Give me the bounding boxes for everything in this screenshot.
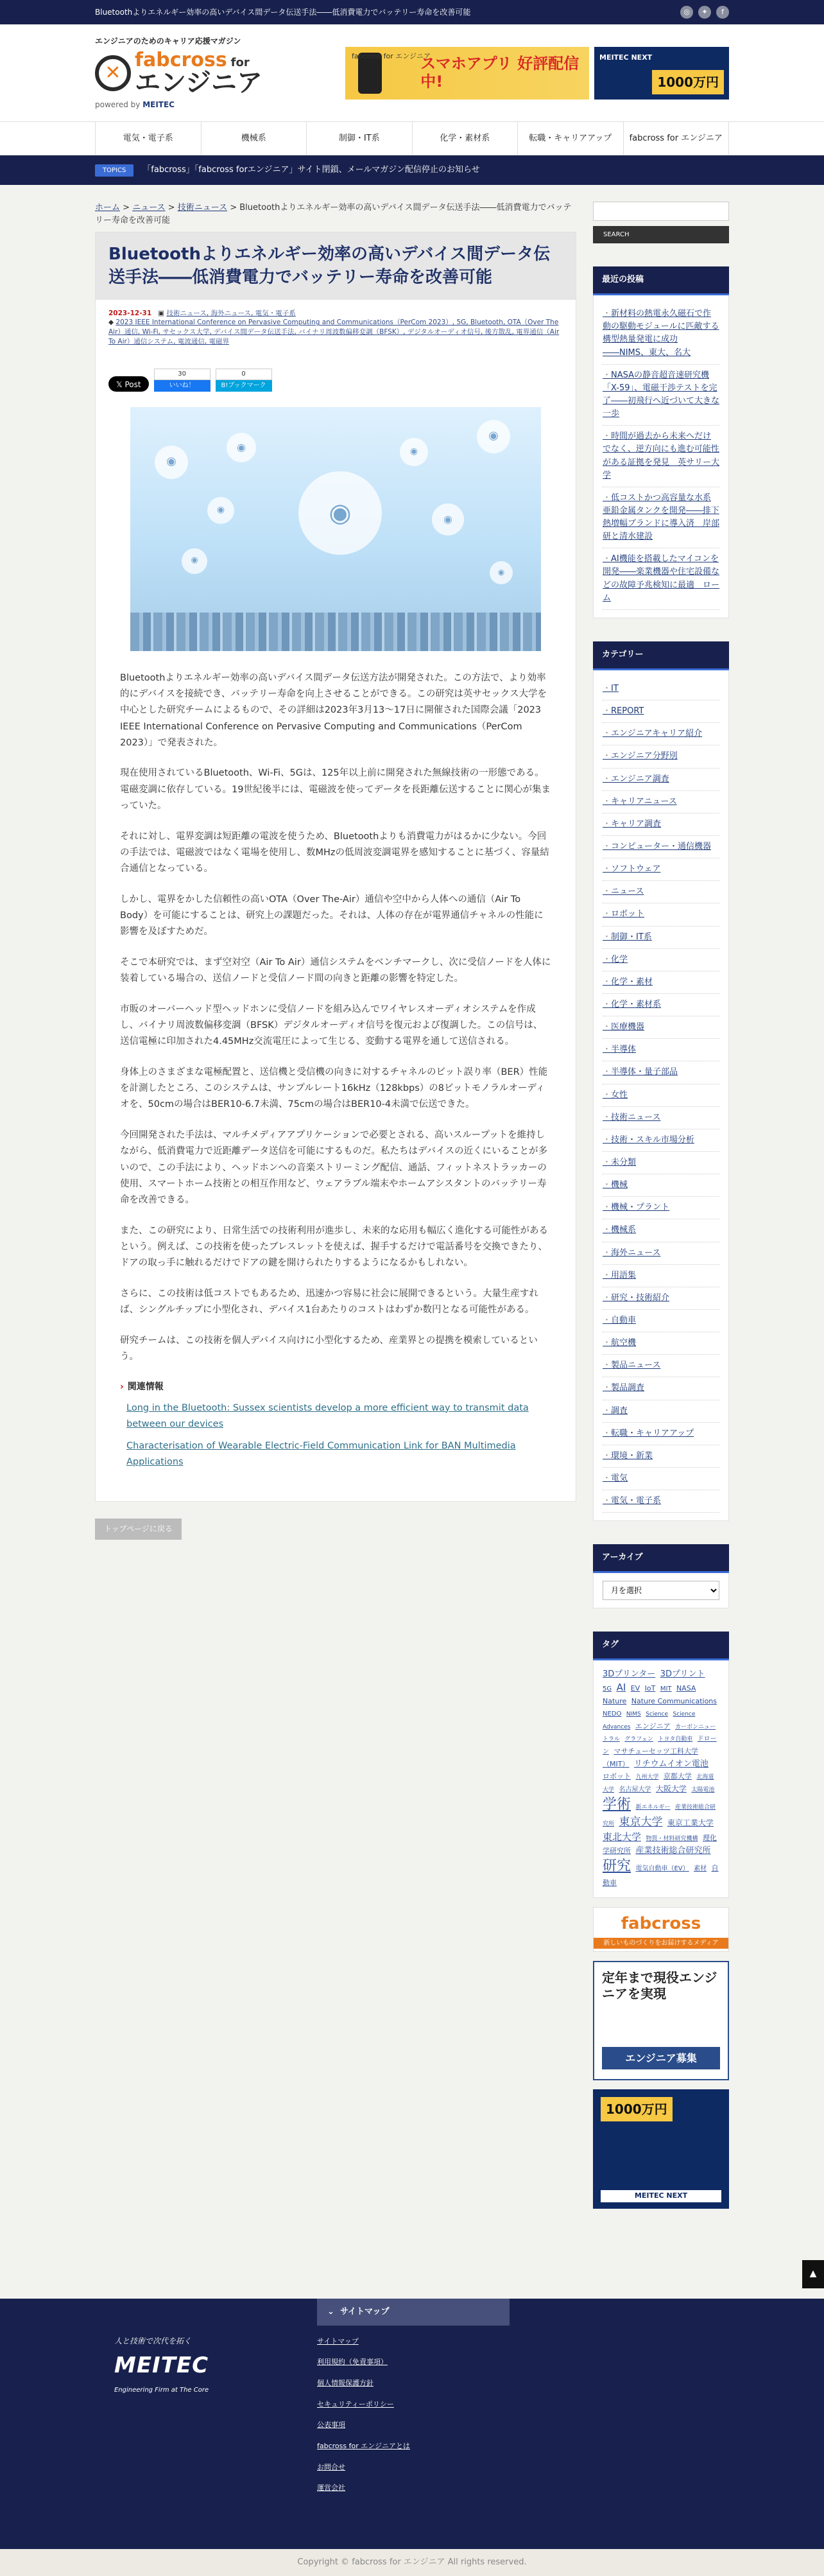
- footer-link[interactable]: fabcross for エンジニアとは: [317, 2442, 410, 2451]
- footer-link[interactable]: 利用規約（免責事項）: [317, 2358, 388, 2367]
- category-link[interactable]: ・ エンジニア調査: [603, 769, 719, 791]
- sidebar: [593, 202, 729, 2209]
- category-heading: カテゴリー: [593, 641, 729, 670]
- folder-icon: ▣: [158, 309, 165, 317]
- tag-link[interactable]: 新エネルギー: [635, 1804, 671, 1811]
- back-to-top-button[interactable]: トップページに戻る: [95, 1519, 182, 1539]
- topics-bar: [0, 155, 824, 185]
- topics-link[interactable]: 「fabcross」「fabcross forエンジニア」サイト閉鎖、メールマガジン配信停止のお知らせ: [142, 164, 480, 175]
- recruit-banner-cta: エンジニア募集: [602, 2047, 720, 2069]
- next-banner-head: MEITEC NEXT: [599, 53, 653, 62]
- footer-link[interactable]: 個人情報保護方針: [317, 2378, 373, 2387]
- hatena-count: 0: [216, 369, 272, 380]
- related-link[interactable]: Long in the Bluetooth: Sussex scientists develop a more efficient way to transmit data between our devices: [126, 1402, 529, 1430]
- tag-link[interactable]: NIMS: [626, 1711, 641, 1718]
- hatena-bookmark-button[interactable]: B!ブックマーク: [216, 380, 272, 392]
- tag-link[interactable]: 大阪大学: [655, 1784, 687, 1793]
- tag-link[interactable]: EV: [630, 1684, 640, 1693]
- article-date: 2023-12-31: [108, 309, 152, 317]
- recruit-banner[interactable]: [593, 1961, 729, 2080]
- recent-post-link[interactable]: ・ 時間が過去から未来へだけでなく、逆方向にも進む可能性がある証拠を発見 英サリー大学: [603, 426, 719, 487]
- category-link[interactable]: ・ キャリアニュース: [603, 791, 719, 814]
- tag-link[interactable]: 3Dプリント: [660, 1669, 705, 1680]
- tag-link[interactable]: Science Advances: [603, 1711, 696, 1730]
- sitemap-heading: ⌄ サイトマップ: [317, 2299, 510, 2326]
- category-link[interactable]: ・ 未分類: [603, 1152, 719, 1174]
- tag-cloud: [593, 1660, 729, 1897]
- category-link[interactable]: ・ 製品ニュース: [603, 1355, 719, 1377]
- category-link[interactable]: ・ 航空機: [603, 1332, 719, 1355]
- footer-link[interactable]: セキュリティーポリシー: [317, 2399, 394, 2408]
- tag-link[interactable]: ドローン: [603, 1736, 717, 1755]
- footer-company: MEITEC: [114, 2352, 209, 2378]
- facebook-like-button[interactable]: いいね！: [154, 380, 210, 392]
- tag-link[interactable]: 物質・材料研究機構: [646, 1835, 698, 1842]
- article-paragraph: 市販のオーバーヘッド型ヘッドホンに受信ノードを組み込んでワイヤレスオーディオシステムを作成し、バイナリ周波数偏移変調（BFSK）デジタルオーディオ信号を復元および復調した。この信号は、送信電極に印加された4.45MHz交流電圧によって生じる、変動する電界を通して送信される。: [120, 1004, 543, 1047]
- wifi-icon: ◉: [298, 471, 382, 555]
- meitec-next-banner[interactable]: [594, 47, 729, 100]
- search-button[interactable]: SEARCH: [593, 226, 729, 243]
- social-links: [680, 6, 729, 19]
- x-post-button[interactable]: 𝕏 Post: [108, 376, 149, 392]
- category-link[interactable]: ・ 電気: [603, 1468, 719, 1490]
- tag-link[interactable]: MIT: [660, 1685, 672, 1693]
- wifi-icon: ◉: [182, 548, 207, 574]
- tag-link[interactable]: 京都大学: [663, 1772, 692, 1781]
- tag-link[interactable]: 名古屋大学: [619, 1786, 651, 1793]
- side-banner-next: MEITEC NEXT: [601, 2190, 721, 2202]
- tag-link[interactable]: NASA: [676, 1684, 696, 1693]
- page-top-button[interactable]: ▲: [802, 2260, 824, 2288]
- topbar-title: Bluetoothよりエネルギー効率の高いデバイス間データ伝送手法――低消費電力でバッテリー寿命を改善可能: [95, 7, 471, 17]
- category-link[interactable]: ・ 機械: [603, 1174, 719, 1197]
- wifi-icon: ◉: [477, 420, 510, 453]
- tag-link[interactable]: Nature: [603, 1696, 627, 1705]
- gear-logo-icon: ✕: [95, 55, 131, 91]
- category-link[interactable]: ・ キャリア調査: [603, 814, 719, 836]
- category-link[interactable]: ・ 化学・素材: [603, 971, 719, 994]
- recent-posts-heading: 最近の投稿: [593, 266, 729, 295]
- related-links: [120, 1400, 551, 1471]
- wifi-icon: ◉: [432, 503, 464, 535]
- category-link[interactable]: ・ 製品調査: [603, 1377, 719, 1400]
- side-banner-price: 1000万円: [601, 2097, 673, 2121]
- top-strip: [0, 0, 824, 24]
- category-link[interactable]: ・ ロボット: [603, 903, 719, 926]
- nav-control-it[interactable]: 制御・IT系: [306, 122, 412, 155]
- category-link[interactable]: ・ 研究・技術紹介: [603, 1287, 719, 1310]
- tag-link[interactable]: マサチューセッツ工科大学（MIT）: [603, 1746, 698, 1768]
- chevron-right-icon: ›: [120, 1382, 124, 1393]
- logo-for: for: [230, 55, 250, 69]
- facebook-share[interactable]: [154, 369, 210, 392]
- app-banner[interactable]: [345, 47, 589, 100]
- article-paragraph: Bluetoothよりエネルギー効率の高いデバイス間データ伝送方法が開発された。この方法で、より効率的にデバイスを接続でき、バッテリー寿命を向上させることができる。この研究は英サセックス大学を中心とした研究チームによるもので、その詳細は2023年3月13〜17日に開催された国際会議「2023 IEEE International Conference on Pervasive Computing and Communications（PerCom 2023）」で発表された。: [120, 672, 547, 749]
- tag-link[interactable]: 3Dプリンター: [603, 1669, 656, 1680]
- nav-career[interactable]: 転職・キャリアアップ: [517, 122, 623, 155]
- recruit-banner-text: 定年まで現役エンジニアを実現: [602, 1969, 717, 2001]
- recent-post-link[interactable]: ・ NASAの静音超音速研究機「X-59」、電磁干渉テストを完了――初飛行へ近づいて大きな一歩: [603, 365, 719, 426]
- fabcross-banner-logo: fabcross: [621, 1913, 701, 1933]
- article-categories[interactable]: 技術ニュース, 海外ニュース, 電気・電子系: [166, 309, 296, 317]
- tag-link[interactable]: グラフェン: [624, 1736, 653, 1743]
- footer-company-sub: Engineering Firm at The Core: [114, 2386, 209, 2394]
- category-link[interactable]: ・ 技術ニュース: [603, 1107, 719, 1129]
- recent-post-link[interactable]: ・ 低コストかつ高容量な水系亜鉛金属タンクを開発――排下熱増幅ブランドに導入済 岸部研と清水建設: [603, 487, 719, 549]
- powered-by: powered by MEITEC: [95, 100, 175, 109]
- city-skyline: [130, 613, 541, 651]
- article-paragraph: それに対し、電界変調は短距離の電波を使うため、Bluetoothよりも消費電力がはるかに少ない。今回の手法では、電磁波ではなく電場を使用し、数MHzの低周波変調電界を感知することに基づく、容量結合通信となっている。: [120, 831, 549, 875]
- category-link[interactable]: ・ 半導体・量子部品: [603, 1061, 719, 1084]
- article-paragraph: 研究チームは、この技術を個人デバイス向けに小型化するため、産業界との提携を模索しているという。: [120, 1335, 538, 1362]
- article-tags[interactable]: 2023 IEEE International Conference on Pervasive Computing and Communications（PerCom 2023）, 5G, Bluetooth, OTA（Over The Air）通信, Wi-Fi, サセックス大学, デバイス間データ伝送手法, バイナリ周波数偏移変調（BFSK）, デジタルオーディオ信号, 後方散乱, 電界通信（Air To Air）通信システム, 電波通信, 電磁界: [108, 318, 560, 345]
- nav-mechanical[interactable]: 機械系: [201, 122, 307, 155]
- category-link[interactable]: ・ 環境・新業: [603, 1445, 719, 1468]
- tag-link[interactable]: エンジニア: [635, 1721, 671, 1730]
- logo-tagline: エンジニアのためのキャリア応援マガジン: [95, 37, 241, 46]
- category-link[interactable]: ・ 機械・プラント: [603, 1197, 719, 1219]
- site-footer: [0, 2299, 824, 2549]
- facebook-icon[interactable]: f: [716, 6, 729, 19]
- article-paragraph: そこで本研究では、まず空対空（Air To Air）通信システムをベンチマークし、次に受信ノードを人体に装着している場合の、送信ノードと受信ノード間の向きと距離の影響を特定した。: [120, 957, 551, 984]
- tag-link[interactable]: Science: [646, 1711, 669, 1718]
- fabcross-banner-sub: 新しいものづくりをお届けするメディア: [594, 1938, 728, 1949]
- twitter-icon[interactable]: ✦: [698, 6, 711, 19]
- tag-link[interactable]: 産業技術総合研究所: [635, 1845, 711, 1856]
- tag-link[interactable]: 電気自動車（EV）: [635, 1865, 689, 1873]
- category-link[interactable]: ・ 電気・電子系: [603, 1490, 719, 1513]
- category-link[interactable]: ・ 化学: [603, 949, 719, 971]
- article-meta: [96, 300, 576, 353]
- nav-electric[interactable]: 電気・電子系: [95, 122, 201, 155]
- article-body: [96, 670, 576, 1502]
- footer-link[interactable]: お問合せ: [317, 2462, 345, 2471]
- category-link[interactable]: ・ REPORT: [603, 701, 719, 723]
- category-link[interactable]: ・ 自動車: [603, 1310, 719, 1332]
- tag-link[interactable]: トヨタ自動車: [658, 1736, 693, 1743]
- site-header: [0, 24, 824, 122]
- hatena-share[interactable]: [216, 369, 272, 392]
- category-link[interactable]: ・ 技術・スキル市場分析: [603, 1129, 719, 1152]
- next-banner-price: 1000万円: [652, 70, 724, 94]
- category-link[interactable]: ・ エンジニアキャリア紹介: [603, 723, 719, 745]
- share-buttons: [96, 353, 576, 407]
- article-paragraph: また、この研究により、日常生活での技術利用が進歩し、未来的な応用も幅広く進化する可能性があるという。例えば、この技術を使ったブレスレットを使えば、握手するだけで電話番号を交換できたり、ドアの取っ手に触れるだけでドアの鍵を開けられたりするようになるかもしれない。: [120, 1225, 548, 1269]
- tag-link[interactable]: 理化学研究所: [603, 1833, 717, 1855]
- tag-link[interactable]: 九州大学: [635, 1774, 659, 1781]
- category-link[interactable]: ・ 転職・キャリアアップ: [603, 1423, 719, 1445]
- wifi-icon: ◉: [400, 438, 428, 466]
- nav-fabcross-engineer[interactable]: fabcross for エンジニア: [623, 122, 730, 155]
- breadcrumb-news[interactable]: ニュース: [132, 203, 166, 213]
- category-link[interactable]: ・ 医療機器: [603, 1016, 719, 1039]
- category-link[interactable]: ・ コンピューター・通信機器: [603, 836, 719, 858]
- category-widget: [593, 641, 729, 1521]
- archive-heading: アーカイブ: [593, 1544, 729, 1573]
- category-link[interactable]: ・ 調査: [603, 1400, 719, 1423]
- article: [95, 232, 576, 1502]
- tag-link[interactable]: 太陽電池: [691, 1786, 715, 1793]
- category-link[interactable]: ・ エンジニア分野別: [603, 745, 719, 768]
- tag-link[interactable]: 素材: [694, 1865, 707, 1873]
- article-hero-image: [130, 407, 541, 651]
- tag-link[interactable]: 東京工業大学: [667, 1818, 714, 1828]
- chevron-down-icon: ⌄: [327, 2306, 334, 2317]
- nav-chemistry[interactable]: 化学・素材系: [412, 122, 518, 155]
- related-link[interactable]: Characterisation of Wearable Electric-Field Communication Link for BAN Multimedia Applications: [126, 1440, 516, 1467]
- category-link[interactable]: ・ 半導体: [603, 1039, 719, 1061]
- search-input[interactable]: [593, 202, 729, 221]
- footer-slogan: 人と技術で次代を拓く: [114, 2336, 192, 2345]
- wifi-icon: ◉: [490, 561, 513, 584]
- recent-posts-widget: [593, 266, 729, 618]
- article-paragraph: 身体上のさまざまな電極配置と、送信機と受信機の向きに対するチャネルのビット誤り率（BER）性能を計測したところ、このシステムは、サンプルレート16kHz（128kbps）の8ビットモノラルオーディオを、50cmの場合はBER10-6.7未満、75cmの場合はBER10-4未満で伝送できた。: [120, 1066, 548, 1110]
- archive-select[interactable]: [603, 1581, 719, 1600]
- footer-link[interactable]: 公表事項: [317, 2421, 345, 2430]
- category-link[interactable]: ・ ソフトウェア: [603, 858, 719, 881]
- breadcrumb-current: Bluetoothよりエネルギー効率の高いデバイス間データ伝送手法――低消費電力でバッテリー寿命を改善可能: [95, 203, 572, 225]
- footer-link[interactable]: サイトマップ: [317, 2337, 359, 2345]
- tag-link[interactable]: NEDO: [603, 1710, 622, 1718]
- category-link[interactable]: ・ 化学・素材系: [603, 994, 719, 1016]
- article-paragraph: 今回開発された手法は、マルチメディアアプリケーションで必要とされる、高いスループットを維持しながら、低消費電力で近距離データ送信を可能にするものだ。私たちはデバイスの近くにいることが多いので、この手法により、ヘッドホンへの音楽ストリーミング配信、通話、フィットネストラッカーの使用、スマートホーム技術との相互作用など、ウェアラブル端末やホームアシスタントのバッテリー寿命を改善できる。: [120, 1129, 547, 1206]
- tag-widget: [593, 1632, 729, 1897]
- breadcrumb-home[interactable]: ホーム: [95, 203, 121, 213]
- tag-link[interactable]: 東北大学: [603, 1831, 642, 1843]
- tag-link[interactable]: AI: [616, 1681, 626, 1693]
- tag-heading: タグ: [593, 1632, 729, 1660]
- category-link[interactable]: ・ 女性: [603, 1084, 719, 1107]
- breadcrumb: ホーム > ニュース > 技術ニュース > Bluetoothよりエネルギー効率の高いデバイス間データ伝送手法――低消費電力でバッテリー寿命を改善可能: [95, 203, 572, 225]
- logo-fab: fabcross: [135, 48, 227, 71]
- category-link[interactable]: ・ 制御・IT系: [603, 927, 719, 949]
- tag-link[interactable]: 学術: [603, 1797, 631, 1813]
- main-content: [95, 202, 576, 2209]
- wifi-icon: ◉: [207, 497, 234, 524]
- tag-link[interactable]: 5G: [603, 1685, 612, 1693]
- tag-link[interactable]: 産業技術総合研究所: [603, 1804, 716, 1828]
- wifi-icon: ◉: [227, 433, 256, 462]
- category-link[interactable]: ・ IT: [603, 678, 719, 701]
- article-paragraph: 現在使用されているBluetooth、Wi-Fi、5Gは、125年以上前に開発された無線技術の一形態である。電磁変調に依存している。19世紀後半には、電磁波を使ってデータを長距離伝送することに関心が集まっていた。: [120, 768, 551, 812]
- tag-link[interactable]: ロボット: [603, 1772, 631, 1781]
- footer-link[interactable]: 運営会社: [317, 2484, 345, 2493]
- tag-link[interactable]: Nature Communications: [631, 1696, 717, 1705]
- app-banner-tag: fabcross for エンジニア: [352, 51, 431, 60]
- app-banner-text: スマホアプリ 好評配信中!: [420, 54, 579, 91]
- article-paragraph: さらに、この技術は低コストでもあるため、迅速かつ容易に社会に展開できるという。大量生産すれば、シングルチップに小型化され、デバイス1台あたりのコストはわずか数円となる可能性がある。: [120, 1288, 538, 1316]
- copyright: Copyright © fabcross for エンジニア All rights reserved.: [0, 2549, 824, 2576]
- category-link[interactable]: ・ ニュース: [603, 881, 719, 903]
- meitec-next-side-banner[interactable]: [593, 2089, 729, 2209]
- footer-logo[interactable]: [114, 2335, 209, 2396]
- recent-post-link[interactable]: ・ AI機能を搭載したマイコンを開発――楽業機器や住宅設備などの故障予兆検知に最適 ローム: [603, 548, 719, 610]
- facebook-count: 30: [154, 369, 210, 380]
- article-title: Bluetoothよりエネルギー効率の高いデバイス間データ伝送手法――低消費電力でバッテリー寿命を改善可能: [108, 245, 551, 288]
- tag-link[interactable]: 東京大学: [619, 1816, 663, 1829]
- site-logo[interactable]: [95, 35, 262, 111]
- fabcross-banner[interactable]: [593, 1907, 729, 1952]
- tag-link[interactable]: IoT: [644, 1684, 656, 1693]
- tag-icon: ◆: [108, 318, 114, 327]
- topics-badge: TOPICS: [95, 164, 133, 177]
- global-nav: [0, 122, 824, 155]
- logo-engineer: エンジニア: [135, 67, 262, 98]
- tag-link[interactable]: リチウムイオン電池: [633, 1759, 708, 1769]
- tag-link[interactable]: 自動車: [603, 1864, 719, 1887]
- archive-widget: [593, 1544, 729, 1608]
- breadcrumb-tech-news[interactable]: 技術ニュース: [177, 203, 228, 213]
- category-link[interactable]: ・ 海外ニュース: [603, 1242, 719, 1265]
- rss-icon[interactable]: ◎: [680, 6, 693, 19]
- category-link[interactable]: ・ 機械系: [603, 1219, 719, 1242]
- recent-post-link[interactable]: ・ 新材料の熱電永久磁石で作動の駆動モジュールに匹敵する構型熱量発電に成功――NIMS、東大、名大: [603, 303, 719, 365]
- article-paragraph: しかし、電界をかした信頼性の高いOTA（Over The-Air）通信や空中から人体への通信（Air To Body）を可能にすることは、研究上の課題だった。それは、人体の存在が電界通信チャネルの性能に影響を及ぼすためだ。: [120, 894, 544, 937]
- footer-sitemap: [317, 2299, 510, 2504]
- category-link[interactable]: ・ 用語集: [603, 1265, 719, 1287]
- tag-link[interactable]: カーボンニュートラル: [603, 1723, 716, 1743]
- related-heading: › 関連情報: [120, 1382, 164, 1393]
- tag-link[interactable]: 研究: [603, 1858, 631, 1875]
- header-banners: [345, 47, 729, 100]
- wifi-icon: ◉: [155, 446, 188, 479]
- tag-link[interactable]: 北海道大学: [603, 1774, 714, 1793]
